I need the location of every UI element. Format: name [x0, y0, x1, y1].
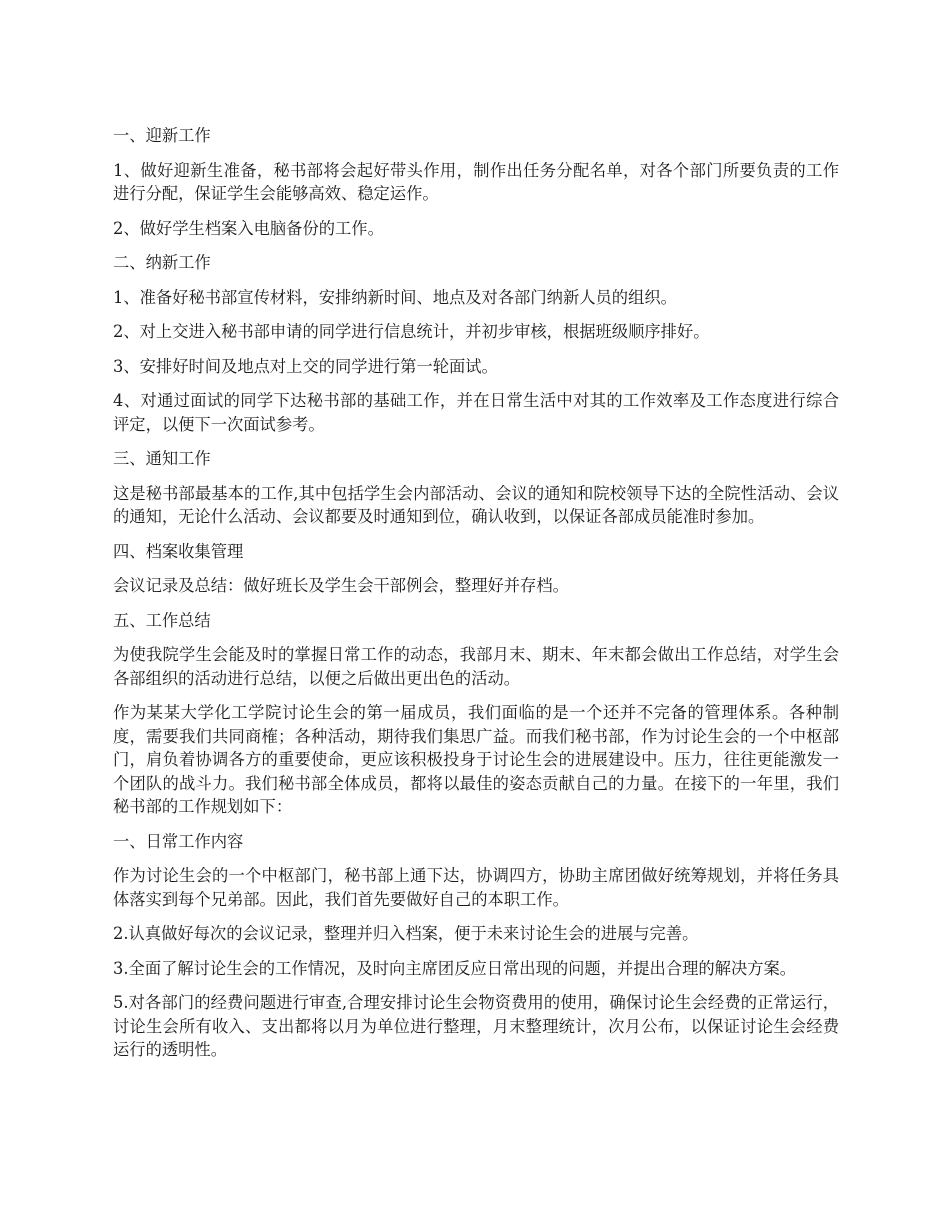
- body-paragraph: 2.认真做好每次的会议记录，整理并归入档案，便于未来讨论生会的进展与完善。: [113, 924, 699, 943]
- section-heading: 一、迎新工作: [113, 126, 211, 145]
- body-paragraph: 作为某某大学化工学院讨论生会的第一届成员，我们面临的是一个还并不完备的管理体系。各种制度，需要我们共同商榷；各种活动，期待我们集思广益。而我们秘书部，作为讨论生会的一个中枢部门，肩负着协调各方的重要使命，更应该积极投身于讨论生会的进展建设中。压力，往往更能激发一个团队的战斗力。我们秘书部全体成员，都将以最佳的姿态贡献自己的力量。在接下的一年里，我们秘书部的工作规划如下：: [113, 703, 839, 816]
- body-paragraph: 1、准备好秘书部宣传材料，安排纳新时间、地点及对各部门纳新人员的组织。: [113, 287, 677, 307]
- body-paragraph: 作为讨论生会的一个中枢部门，秘书部上通下达，协调四方，协助主席团做好统筹规划，并将任务具体落实到每个兄弟部。因此，我们首先要做好自己的本职工作。: [113, 866, 839, 909]
- body-paragraph: 2、做好学生档案入电脑备份的工作。: [113, 218, 384, 238]
- section-heading: 一、日常工作内容: [113, 831, 244, 851]
- section-heading: 二、纳新工作: [113, 253, 211, 272]
- body-paragraph: 1、做好迎新生准备，秘书部将会起好带头作用，制作出任务分配名单，对各个部门所要负责的工作进行分配，保证学生会能够高效、稳定运作。: [113, 160, 839, 203]
- body-paragraph: 2、对上交进入秘书部申请的同学进行信息统计，并初步审核，根据班级顺序排好。: [113, 322, 710, 341]
- body-paragraph: 3.全面了解讨论生会的工作情况，及时向主席团反应日常出现的问题，并提出合理的解决方案。: [113, 958, 797, 978]
- body-paragraph: 3、安排好时间及地点对上交的同学进行第一轮面试。: [113, 356, 498, 376]
- body-paragraph: 这是秘书部最基本的工作,其中包括学生会内部活动、会议的通知和院校领导下达的全院性活动、会议的通知，无论什么活动、会议都要及时通知到位，确认收到，以保证各部成员能准时参加。: [113, 483, 839, 526]
- section-heading: 三、通知工作: [113, 449, 211, 468]
- section-heading: 四、档案收集管理: [113, 541, 244, 561]
- document-body: [113, 124, 839, 1073]
- body-paragraph: 为使我院学生会能及时的掌握日常工作的动态，我部月末、期末、年末都会做出工作总结，对学生会各部组织的活动进行总结，以便之后做出更出色的活动。: [113, 645, 839, 688]
- body-paragraph: 4、对通过面试的同学下达秘书部的基础工作，并在日常生活中对其的工作效率及工作态度进行综合评定，以便下一次面试参考。: [113, 391, 839, 434]
- body-paragraph: 5.对各部门的经费问题进行审查,合理安排讨论生会物资费用的使用，确保讨论生会经费的正常运行，讨论生会所有收入、支出都将以月为单位进行整理，月末整理统计，次月公布，以保证讨论生会经费运行的透明性。: [113, 993, 839, 1059]
- section-heading: 五、工作总结: [113, 610, 211, 630]
- body-paragraph: 会议记录及总结：做好班长及学生会干部例会，整理好并存档。: [113, 576, 569, 595]
